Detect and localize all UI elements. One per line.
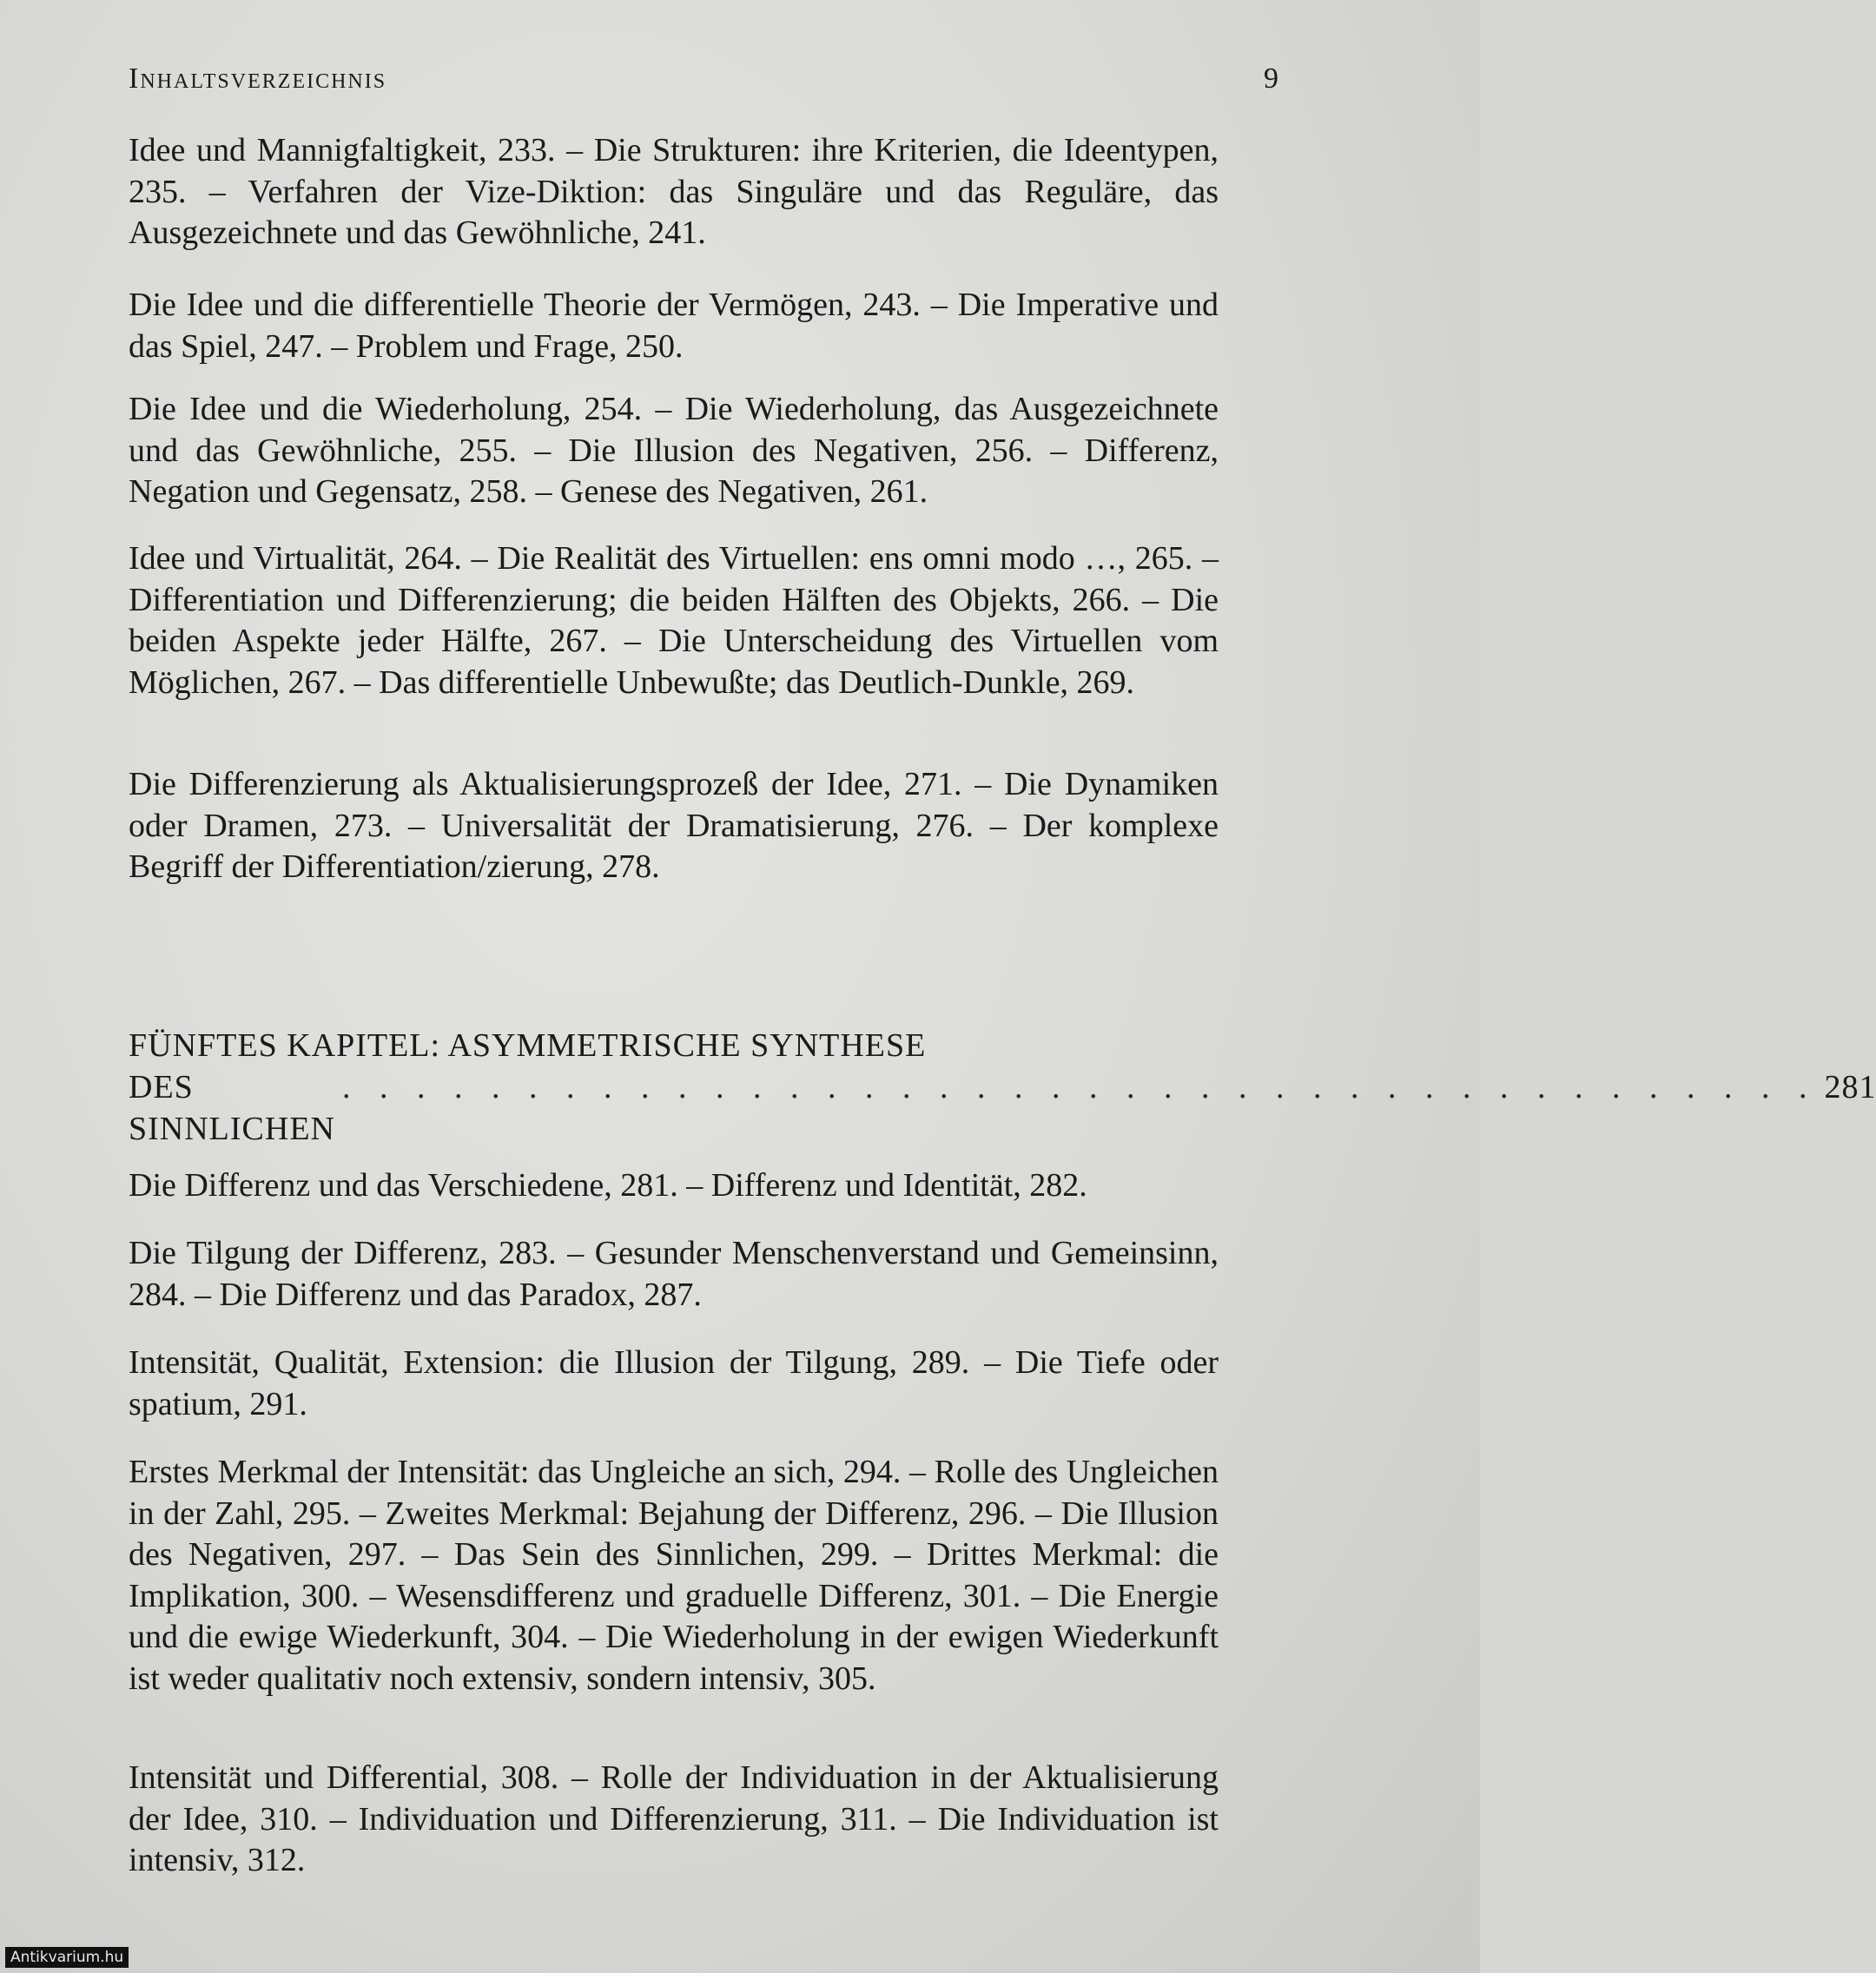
toc-entry: Die Idee und die Wiederholung, 254. – Die Wiederholung, das Ausgezeichnete und das Gewöhnliche, 255. – Die Illusion des Negativen, 256. – Differenz, Negation und Gegensatz, 258. – Genese des Negativen, 261. [129,391,1219,510]
toc-entry: Intensität und Differential, 308. – Rolle der Individuation in der Aktualisierung der Idee, 310. – Individuation und Differenzierung, 311. – Die Individuation ist intensiv, 312. [129,1759,1219,1878]
running-header-title: Inhaltsverzeichnis [129,63,387,95]
toc-entry: Erstes Merkmal der Intensität: das Ungleiche an sich, 294. – Rolle des Ungleichen in der Zahl, 295. – Zweites Merkmal: Bejahung der Differenz, 296. – Die Illusion des Negativen, 297. – Das Sein des Sinnlichen, 299. – Drittes Merkmal: die Implikation, 300. – Wesensdifferenz und graduelle Differenz, 301. – Die Energie und die ewige Wiederkunft, 304. – Die Wiederholung in der ewigen Wiederkunft ist weder qualitativ noch extensiv, sondern intensiv, 305. [129,1454,1219,1697]
chapter-heading [129,1025,1876,1150]
chapter-title-line2-row [129,1066,1876,1150]
toc-entry: Die Idee und die differentielle Theorie der Vermögen, 243. – Die Imperative und das Spiel, 247. – Problem und Frage, 250. [129,287,1219,365]
toc-entry: Die Tilgung der Differenz, 283. – Gesunder Menschenverstand und Gemeinsinn, 284. – Die Differenz und das Paradox, 287. [129,1235,1219,1313]
toc-entry: Intensität, Qualität, Extension: die Illusion der Tilgung, 289. – Die Tiefe oder spatium, 291. [129,1344,1219,1422]
chapter-title-line2: DES SINNLICHEN [129,1069,335,1147]
chapter-title-line1: FÜNFTES KAPITEL: ASYMMETRISCHE SYNTHESE [129,1027,927,1064]
page-number: 9 [1264,63,1278,95]
running-header [129,63,1278,96]
chapter-page: 281 [1824,1069,1876,1105]
watermark: Antikvarium.hu [5,1947,129,1968]
toc-entry: Die Differenzierung als Aktualisierungsprozeß der Idee, 271. – Die Dynamiken oder Dramen, 273. – Universalität der Dramatisierung, 276. – Der komplexe Begriff der Differentiation/zierung, 278. [129,766,1219,885]
leader-dots: . . . . . . . . . . . . . . . . . . . . . . . . . . . . . . . . . . . . . . . . [341,1069,1818,1105]
toc-entry: Idee und Mannigfaltigkeit, 233. – Die Strukturen: ihre Kriterien, die Ideentypen, 235. – Verfahren der Vize-Diktion: das Singuläre und das Reguläre, das Ausgezeichnete und das Gewöhnliche, 241. [129,132,1219,251]
toc-entry: Idee und Virtualität, 264. – Die Realität des Virtuellen: ens omni modo …, 265. – Differentiation und Differenzierung; die beiden Hälften des Objekts, 266. – Die beiden Aspekte jeder Hälfte, 267. – Die Unterscheidung des Virtuellen vom Möglichen, 267. – Das differentielle Unbewußte; das Deutlich-Dunkle, 269. [129,540,1219,701]
toc-entry: Die Differenz und das Verschiedene, 281. – Differenz und Identität, 282. [129,1167,1087,1204]
